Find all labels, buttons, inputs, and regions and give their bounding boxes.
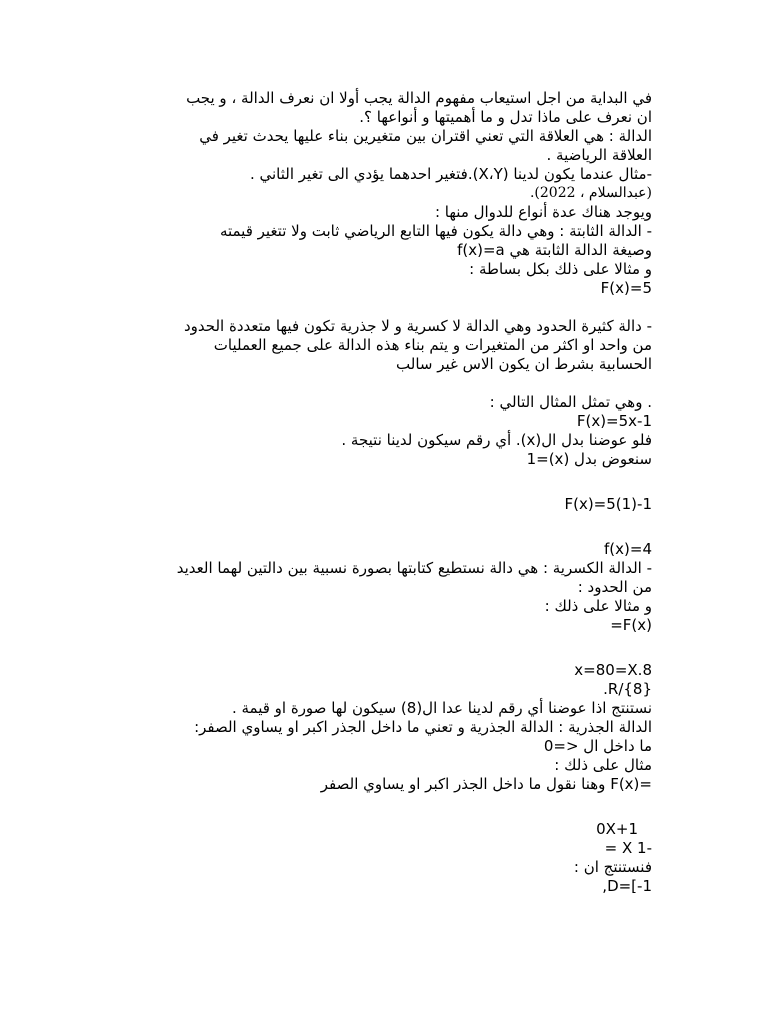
equation-line: 0X+1 (596, 820, 638, 838)
text-line: نستنتج اذا عوضنا أي رقم لدينا عدا ال(8) سيكون لها صورة او قيمة . (231, 699, 652, 717)
equation-line: ,D=[-1 (602, 877, 652, 895)
text-line: الحسابية بشرط ان يكون الاس غير سالب (396, 355, 652, 373)
equation-line: F(x)=5x-1 (576, 412, 652, 430)
equation-line: .R/{8} (603, 680, 652, 698)
equation-line: F(x)=5(1)-1 (564, 495, 652, 513)
citation-line: (عبدالسلام ، 2022). (529, 185, 652, 201)
text-line: و مثالا على ذلك بكل بساطة : (469, 260, 652, 278)
text-line: سنعوض بدل (x)=1 (526, 450, 652, 468)
text-line: وصيغة الدالة الثابتة هي f(x)=a (457, 241, 652, 259)
document-body (100, 89, 652, 896)
text-line: - الدالة الكسرية : هي دالة نستطيع كتابتها بصورة نسبية بين دالتين لهما العديد (176, 559, 652, 577)
text-line: الدالة : هي العلاقة التي تعني اقتران بين متغيرين بناء عليها يحدث تغير في (199, 127, 652, 145)
blank-line (100, 374, 652, 393)
text-line: العلاقة الرياضية . (546, 146, 652, 164)
blank-line (100, 794, 652, 820)
equation-line: = X 1- (604, 839, 652, 857)
text-line: فلو عوضنا بدل ال(x). أي رقم سيكون لدينا نتيجة . (341, 431, 652, 449)
text-line: ما داخل ال <=0 (543, 737, 652, 755)
blank-line (100, 635, 652, 661)
text-line: ويوجد هناك عدة أنواع للدوال منها : (434, 203, 652, 221)
equation-line: f(x)=4 (604, 540, 652, 558)
text-line: مثال على ذلك : (554, 756, 652, 774)
text-line: -مثال عندما يكون لدينا (X،Y).فتغير احدهما يؤدي الى تغير الثاني . (249, 165, 652, 183)
text-line: ان نعرف على ماذا تدل و ما أهميتها و أنواعها ؟. (359, 108, 652, 126)
text-line: =F(x) وهنا نقول ما داخل الجذر اكبر او يساوي الصفر (320, 775, 652, 793)
blank-line (100, 514, 652, 540)
text-line: - دالة كثيرة الحدود وهي الدالة لا كسرية و لا جذرية تكون فيها متعددة الحدود (183, 317, 652, 335)
blank-line (100, 469, 652, 495)
text-line: من الحدود : (577, 578, 652, 596)
equation-line: F(x)=5 (600, 279, 652, 297)
text-line: من واحد او اكثر من المتغيرات و يتم بناء هذه الدالة على جميع العمليات (213, 336, 652, 354)
text-line: و مثالا على ذلك : (544, 597, 652, 615)
equation-line: =F(x) (610, 616, 652, 634)
text-line: - الدالة الثابتة : وهي دالة يكون فيها التابع الرياضي ثابت ولا تتغير قيمته (219, 222, 652, 240)
text-line: الدالة الجذرية : الدالة الجذرية و تعني ما داخل الجذر اكبر او يساوي الصفر: (194, 718, 652, 736)
text-line: فنستنتج ان : (573, 858, 652, 876)
blank-line (100, 298, 652, 317)
text-line: . وهي تمثل المثال التالي : (489, 393, 652, 411)
text-line: في البداية من اجل استيعاب مفهوم الدالة يجب أولا ان نعرف الدالة ، و يجب (186, 89, 652, 107)
equation-line: x=80=X.8 (574, 661, 652, 679)
